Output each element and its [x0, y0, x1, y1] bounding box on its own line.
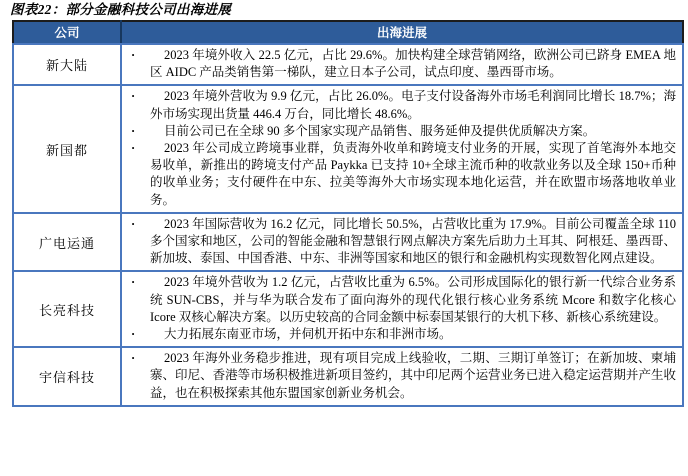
bullet-item: [122, 350, 676, 402]
bullet-item: [122, 47, 676, 81]
header-company: 公司: [13, 21, 121, 44]
progress-cell: [121, 85, 683, 212]
company-name: 宇信科技: [13, 347, 121, 406]
bullet-icon: ·: [131, 123, 136, 138]
bullet-icon: ·: [131, 327, 136, 342]
header-progress: 出海进展: [121, 21, 683, 44]
company-name: 新国都: [13, 85, 121, 212]
figure-title: 图表22：部分金融科技公司出海进展: [10, 2, 232, 17]
bullet-icon: ·: [131, 351, 136, 366]
table-row-yuxin: [13, 347, 683, 406]
company-name: 新大陆: [13, 44, 121, 85]
bullet-item: [122, 123, 676, 140]
progress-cell: [121, 213, 683, 272]
bullet-text: 2023 年境外营收为 1.2 亿元，占营收比重为 6.5%。公司形成国际化的银行新一代综合业务系统 SUN-CBS，并与华为联合发布了面向海外的现代化银行核心业务系统 Mcore 和数字化核心 Icore 双核心解决方案。以历史较高的合同金额中标泰国某银行的大机下移、新核心系统建设。: [150, 275, 676, 324]
bullet-icon: ·: [131, 216, 136, 231]
table-row-xinlandao: [13, 44, 683, 85]
bullet-icon: ·: [131, 275, 136, 290]
company-name: 广电运通: [13, 213, 121, 272]
bullet-item: [122, 216, 676, 268]
bullet-item: [122, 274, 676, 326]
bullet-item: [122, 326, 676, 343]
bullet-text: 2023 年国际营收为 16.2 亿元，同比增长 50.5%，占营收比重为 17.9%。目前公司覆盖全球 110 多个国家和地区，公司的智能金融和智慧银行网点解决方案先后助力土耳其、阿根廷、墨西哥、新加坡、泰国、中国香港、中东、非洲等国家和地区的银行和金融机构实现数智化网点建设。: [150, 216, 676, 266]
progress-cell: [121, 271, 683, 347]
table-row-changliang: [13, 271, 683, 347]
bullet-text: 2023 年境外营收为 9.9 亿元，占比 26.0%。电子支付设备海外市场毛利润同比增长 18.7%；海外市场实现出货量 446.4 万台，同比增长 48.6%。: [150, 89, 676, 121]
table-header-row: [13, 21, 683, 44]
progress-cell: [121, 44, 683, 85]
company-name: 长亮科技: [13, 271, 121, 347]
bullet-text: 2023 年海外业务稳步推进，现有项目完成上线验收，二期、三期订单签订；在新加坡、柬埔寨、印尼、香港等市场积极推进新项目签约，其中印尼两个运营业务已进入稳定运营期并产生收益，也在积极探索其他东盟国家创新业务机会。: [150, 351, 676, 400]
overseas-progress-table: [12, 20, 684, 407]
table-row-xinguodu: [13, 85, 683, 212]
bullet-item: [122, 140, 676, 209]
bullet-item: [122, 88, 676, 122]
bullet-text: 目前公司已在全球 90 多个国家实现产品销售、服务延伸及提供优质解决方案。: [164, 123, 596, 138]
bullet-icon: ·: [131, 141, 136, 156]
progress-cell: [121, 347, 683, 406]
bullet-text: 2023 年境外收入 22.5 亿元，占比 29.6%。加快构建全球营销网络，欧洲公司已跻身 EMEA 地区 AIDC 产品类销售第一梯队，建立日本子公司，试点印度、墨西哥市场。: [150, 48, 676, 80]
bullet-icon: ·: [131, 89, 136, 104]
bullet-text: 大力拓展东南亚市场，并伺机开拓中东和非洲市场。: [164, 327, 452, 342]
bullet-text: 2023 年公司成立跨境事业群，负责海外收单和跨境支付业务的开展，实现了首笔海外本地交易收单，新推出的跨境支付产品 Paykka 已支持 10+全球主流币种的收款业务以及全球 150+币种的收单业务；支付硬件在中东、拉美等海外大市场实现本地化运营，并在欧盟市场落地收单业务。: [150, 141, 676, 207]
table-row-gdyuntong: [13, 213, 683, 272]
bullet-icon: ·: [131, 48, 136, 62]
